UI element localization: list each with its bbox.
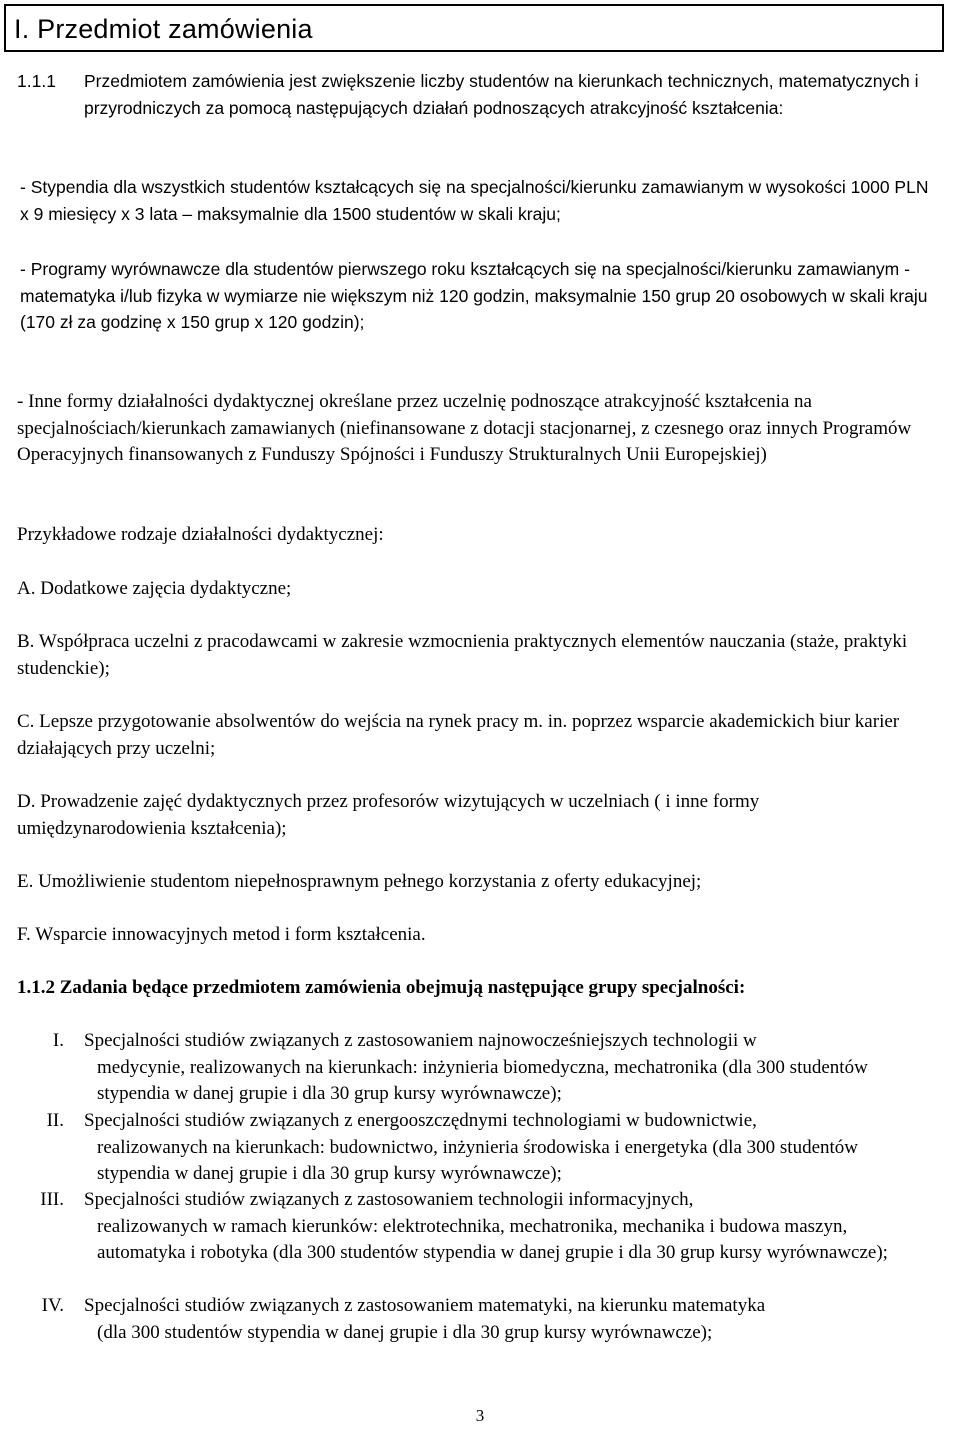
section-header-box <box>4 4 944 52</box>
page-number: 3 <box>475 1406 485 1425</box>
group-number-iii: III. <box>40 1189 64 1210</box>
group-number-i: I. <box>52 1030 64 1051</box>
bullet-stypendia: - Stypendia dla wszystkich studentów kształcących się na specjalności/kierunku zamawianym w wysokości 1000 PLN x 9 miesięcy x 3 lata – maksymalnie dla 1500 studentów w skali kraju; <box>20 177 929 224</box>
intro-text: Przedmiotem zamówienia jest zwiększenie liczby studentów na kierunkach technicznych, matematycznych i przyrodniczych za pomocą następujących działań podnoszących atrakcyjność kształcenia: <box>84 71 919 118</box>
group-item-i <box>84 1028 934 1108</box>
paragraph-number: 1.1.1 <box>17 71 56 91</box>
group-item-first-line: Specjalności studiów związanych z zastosowaniem najnowocześniejszych technologii w <box>84 1030 757 1051</box>
examples-title: Przykładowe rodzaje działalności dydaktycznej: <box>17 524 384 545</box>
example-f: F. Wsparcie innowacyjnych metod i form kształcenia. <box>17 924 426 945</box>
group-item-first-line: Specjalności studiów związanych z energooszczędnymi technologiami w budownictwie, <box>84 1110 757 1131</box>
group-item-continuation: realizowanych w ramach kierunków: elektrotechnika, mechatronika, mechanika i budowa maszyn, automatyka i robotyka (dla 300 studentów stypendia w danej grupie i dla 30 grup kursy wyrównawcze); <box>97 1215 888 1263</box>
section-title: I. Przedmiot zamówienia <box>14 14 313 44</box>
group-item-continuation: realizowanych na kierunkach: budownictwo, inżynieria środowiska i energetyka (dla 300 studentów stypendia w danej grupie i dla 30 grup kursy wyrównawcze); <box>97 1136 859 1184</box>
section-112-heading: 1.1.2 Zadania będące przedmiotem zamówienia obejmują następujące grupy specjalności: <box>17 977 746 998</box>
example-d: D. Prowadzenie zajęć dydaktycznych przez profesorów wizytujących w uczelniach ( i inne formy umiędzynarodowienia kształcenia); <box>17 791 760 839</box>
group-number-iv: IV. <box>41 1295 64 1316</box>
group-number-ii: II. <box>46 1110 64 1131</box>
example-b: B. Współpraca uczelni z pracodawcami w zakresie wzmocnienia praktycznych elementów nauczania (staże, praktyki studenckie); <box>17 631 908 679</box>
intro-paragraph <box>84 68 944 121</box>
group-item-first-line: Specjalności studiów związanych z zastosowaniem matematyki, na kierunku matematyka <box>84 1295 766 1316</box>
group-item-first-line: Specjalności studiów związanych z zastosowaniem technologii informacyjnych, <box>84 1189 694 1210</box>
example-c: C. Lepsze przygotowanie absolwentów do wejścia na rynek pracy m. in. poprzez wsparcie akademickich biur karier działających przy uczelni; <box>17 711 900 759</box>
group-item-iii <box>84 1187 934 1267</box>
example-a: A. Dodatkowe zajęcia dydaktyczne; <box>17 578 292 599</box>
example-e: E. Umożliwienie studentom niepełnosprawnym pełnego korzystania z oferty edukacyjnej; <box>17 871 702 892</box>
bullet-programy: - Programy wyrównawcze dla studentów pierwszego roku kształcących się na specjalności/kierunku zamawianym - matematyka i/lub fizyka w wymiarze nie większym niż 120 godzin, maksymalnie 150 grup 20 osobowych w skali kraju (170 zł za godzinę x 150 grup x 120 godzin); <box>20 259 928 332</box>
group-item-iv <box>84 1293 934 1346</box>
group-item-ii <box>84 1108 934 1188</box>
bullet-inne-formy: - Inne formy działalności dydaktycznej określane przez uczelnię podnoszące atrakcyjność kształcenia na specjalnościach/kierunkach zamawianych (niefinansowane z dotacji stacjonarnej, z czesnego oraz innych Programów Operacyjnych finansowanych z Funduszy Spójności i Funduszy Strukturalnych Unii Europejskiej) <box>17 391 912 465</box>
group-item-continuation: medycynie, realizowanych na kierunkach: inżynieria biomedyczna, mechatronika (dla 300 studentów stypendia w danej grupie i dla 30 grup kursy wyrównawcze); <box>97 1056 868 1104</box>
group-item-continuation: (dla 300 studentów stypendia w danej grupie i dla 30 grup kursy wyrównawcze); <box>97 1321 713 1343</box>
